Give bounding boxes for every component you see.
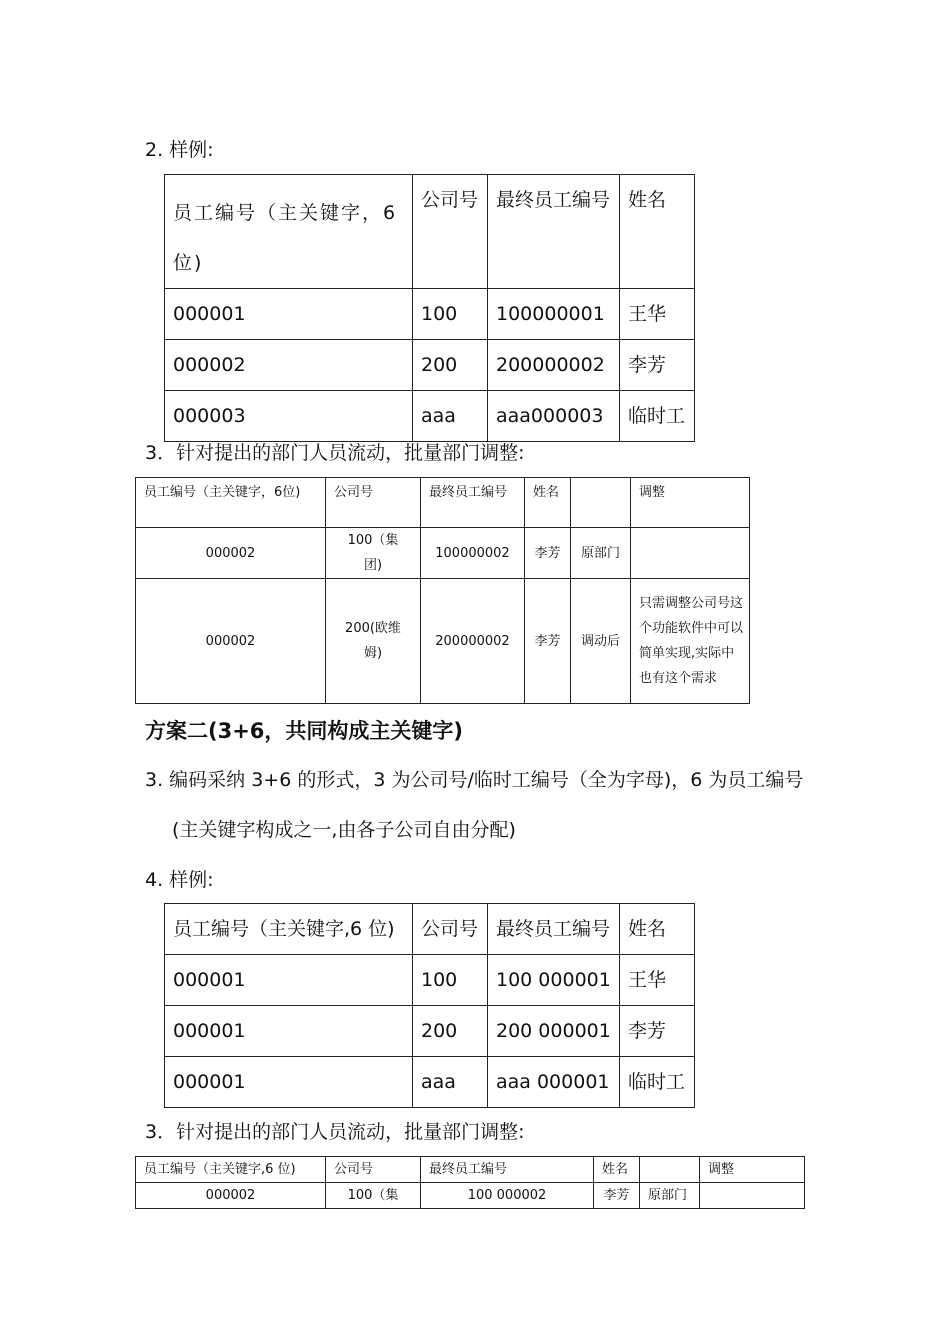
table-cell: 100（集 [326, 1183, 421, 1209]
header-cell: 最终员工编号 [488, 904, 620, 955]
header-cell [640, 1157, 700, 1183]
paragraph-line: 3. 编码采纳 3+6 的形式，3 为公司号/临时工编号（全为字母)，6 为员工编号 [145, 769, 804, 791]
table-cell: 原部门 [571, 528, 631, 579]
table-row [136, 1183, 805, 1209]
table-cell: 000002 [136, 579, 326, 704]
table-cell: 000003 [165, 391, 413, 442]
table-cell: 200 [413, 1006, 488, 1057]
table-cell: 王华 [620, 289, 695, 340]
dept-adjust-table-1 [135, 477, 750, 704]
table-row [165, 391, 695, 442]
header-cell: 调整 [631, 478, 750, 528]
table-cell: 李芳 [620, 1006, 695, 1057]
header-cell: 调整 [700, 1157, 805, 1183]
table-cell: 000001 [165, 1006, 413, 1057]
header-cell: 最终员工编号 [421, 1157, 594, 1183]
header-cell: 公司号 [413, 175, 488, 289]
table-cell: 原部门 [640, 1183, 700, 1209]
table-cell: 李芳 [594, 1183, 640, 1209]
header-cell: 公司号 [413, 904, 488, 955]
table-cell: 000001 [165, 955, 413, 1006]
table-cell: aaa [413, 391, 488, 442]
table-cell: 只需调整公司号这个功能软件中可以简单实现,实际中也有这个需求 [631, 579, 750, 704]
table-cell: 000002 [165, 340, 413, 391]
section-label-example: 4. 样例: [145, 869, 214, 891]
table-cell: 临时工 [620, 391, 695, 442]
table-row [165, 340, 695, 391]
header-cell: 公司号 [326, 1157, 421, 1183]
header-cell: 最终员工编号 [488, 175, 620, 289]
table-cell: 200000002 [421, 579, 525, 704]
header-cell: 姓名 [525, 478, 571, 528]
header-cell: 员工编号（主关键字,6 位) [165, 904, 413, 955]
table-cell: 200000002 [488, 340, 620, 391]
table-row [165, 955, 695, 1006]
table-cell: 王华 [620, 955, 695, 1006]
table-cell: 100000001 [488, 289, 620, 340]
header-cell: 姓名 [620, 175, 695, 289]
table-cell: 李芳 [525, 579, 571, 704]
table-cell: 200(欧维姆) [326, 579, 421, 704]
table-header-row [136, 478, 750, 528]
table-header-row [165, 175, 695, 289]
section-heading-plan-two: 方案二(3+6，共同构成主关键字) [145, 719, 464, 743]
table-cell: 000002 [136, 528, 326, 579]
header-cell [571, 478, 631, 528]
table-row [165, 289, 695, 340]
table-cell: 李芳 [620, 340, 695, 391]
table-cell [631, 528, 750, 579]
header-cell: 员工编号（主关键字,6 位) [136, 1157, 326, 1183]
section-label-example: 2. 样例: [145, 139, 214, 161]
table-cell: aaa 000001 [488, 1057, 620, 1108]
table-row [165, 1057, 695, 1108]
paragraph-line: (主关键字构成之一,由各子公司自由分配) [172, 819, 516, 841]
table-cell: 100 [413, 289, 488, 340]
table-header-row [136, 1157, 805, 1183]
table-cell: 临时工 [620, 1057, 695, 1108]
table-cell: 200 000001 [488, 1006, 620, 1057]
header-cell: 姓名 [594, 1157, 640, 1183]
table-cell: 000001 [165, 289, 413, 340]
employee-code-table-2 [164, 903, 695, 1108]
header-cell: 姓名 [620, 904, 695, 955]
header-cell: 公司号 [326, 478, 421, 528]
table-row [136, 579, 750, 704]
table-cell: 000001 [165, 1057, 413, 1108]
table-header-row [165, 904, 695, 955]
table-cell: 200 [413, 340, 488, 391]
header-cell: 最终员工编号 [421, 478, 525, 528]
table-cell: 100（集团) [326, 528, 421, 579]
table-row [165, 1006, 695, 1057]
table-cell: aaa000003 [488, 391, 620, 442]
section-label-dept-adjust: 3．针对提出的部门人员流动，批量部门调整: [145, 1121, 525, 1143]
employee-code-table-1 [164, 174, 695, 442]
table-cell: 100 000001 [488, 955, 620, 1006]
table-cell: 调动后 [571, 579, 631, 704]
table-cell: 000002 [136, 1183, 326, 1209]
section-label-dept-adjust: 3．针对提出的部门人员流动，批量部门调整: [145, 442, 525, 464]
dept-adjust-table-2 [135, 1156, 805, 1209]
table-cell: 100 000002 [421, 1183, 594, 1209]
header-cell: 员工编号（主关键字，6位) [136, 478, 326, 528]
table-cell: 100 [413, 955, 488, 1006]
header-cell: 员工编号（主关键字，6位) [165, 175, 413, 289]
table-cell: 100000002 [421, 528, 525, 579]
table-cell [700, 1183, 805, 1209]
table-row [136, 528, 750, 579]
table-cell: aaa [413, 1057, 488, 1108]
table-cell: 李芳 [525, 528, 571, 579]
